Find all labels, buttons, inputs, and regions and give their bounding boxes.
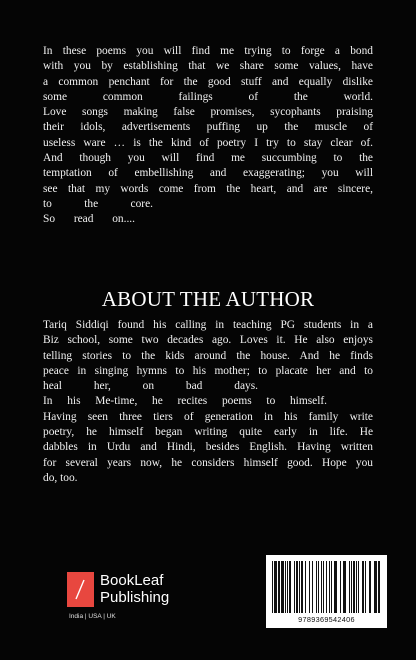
barcode-bar xyxy=(334,561,337,613)
barcode-bar xyxy=(351,561,352,613)
barcode-bar xyxy=(312,561,313,613)
publisher-name-line2: Publishing xyxy=(100,589,170,606)
author-line: telling stories to the kids around the house. And he finds xyxy=(43,349,373,362)
author-bio xyxy=(43,318,373,486)
intro-line: see that my words come from the heart, and are sincere, xyxy=(43,182,373,195)
barcode-bar xyxy=(326,561,327,613)
intro-line: useless ware … is the kind of poetry I try to stay clear of. xyxy=(43,136,373,149)
intro-line: And though you will find me succumbing to the xyxy=(43,152,373,165)
barcode-bar xyxy=(353,561,355,613)
about-author-heading: ABOUT THE AUTHOR xyxy=(101,287,315,311)
barcode-bar xyxy=(358,561,359,613)
author-line: dabbles in Urdu and Hindi, besides English. Having written xyxy=(43,441,373,454)
barcode-bar xyxy=(287,561,288,613)
intro-line: So read on.... xyxy=(43,213,135,226)
author-line: peace in singing hymns to his mother; to placate her and to xyxy=(43,364,373,377)
barcode-bar xyxy=(321,561,322,613)
barcode-bar xyxy=(362,561,364,613)
barcode-bar xyxy=(331,561,332,613)
intro-line: to the core. xyxy=(43,197,153,210)
barcode-bar xyxy=(289,561,291,613)
barcode-bar xyxy=(309,561,310,613)
publisher-name xyxy=(100,572,169,606)
author-line: Having seen three tiers of generation in his family write xyxy=(43,410,373,423)
barcode-bar xyxy=(329,561,330,613)
author-line: poetry, he himself began writing quite early in life. He xyxy=(43,426,373,439)
intro-line: temptation of embellishing and exaggerating; you will xyxy=(43,167,373,180)
barcode-bar xyxy=(318,561,319,613)
intro-text xyxy=(43,44,373,228)
intro-line: In these poems you will find me trying to forge a bond xyxy=(43,45,373,57)
barcode-bar xyxy=(356,561,357,613)
intro-line: their idols, advertisements puffing up the muscle of xyxy=(43,121,373,134)
barcode-bar xyxy=(278,561,280,613)
author-line: for several years now, he considers himself good. Hope you xyxy=(43,456,373,469)
author-line: do, too. xyxy=(43,471,78,484)
intro-line: with you by establishing that we share some values, have xyxy=(43,60,373,73)
intro-line: a common penchant for the good stuff and equally dislike xyxy=(43,75,373,88)
isbn-number: 9789369542406 xyxy=(298,615,355,624)
barcode-bar xyxy=(316,561,317,613)
author-line: heal her, on bad days. xyxy=(43,380,258,393)
author-line: Tariq Siddiqi found his calling in teaching PG students in a xyxy=(43,319,373,331)
barcode-bar xyxy=(369,561,371,613)
author-line: In his Me-time, he recites poems to himself. xyxy=(43,395,327,408)
barcode-bars xyxy=(272,561,381,613)
leaf-slash-icon xyxy=(67,572,94,607)
barcode-bar xyxy=(365,561,366,613)
barcode-bar xyxy=(294,561,295,613)
barcode-bar xyxy=(285,561,286,613)
author-line: Biz school, some two decades ago. Loves it. He also enjoys xyxy=(43,334,373,347)
publisher-name-line1: BookLeaf xyxy=(100,572,164,589)
barcode-bar xyxy=(340,561,341,613)
barcode-bar xyxy=(374,561,377,613)
barcode-bar xyxy=(296,561,298,613)
publisher-tagline: India | USA | UK xyxy=(69,613,116,620)
barcode-bar xyxy=(323,561,324,613)
barcode-bar xyxy=(299,561,300,613)
barcode-bar xyxy=(349,561,350,613)
barcode-bar xyxy=(281,561,284,613)
barcode-bar xyxy=(274,561,277,613)
isbn-barcode xyxy=(266,555,387,628)
intro-line: some common failings of the world. xyxy=(43,90,373,103)
intro-line: Love songs making false promises, sycophants praising xyxy=(43,106,373,119)
publisher-logo xyxy=(67,572,177,628)
barcode-bar xyxy=(305,561,306,613)
barcode-bar xyxy=(378,561,380,613)
barcode-bar xyxy=(343,561,346,613)
barcode-bar xyxy=(301,561,303,613)
barcode-bar xyxy=(272,561,273,613)
